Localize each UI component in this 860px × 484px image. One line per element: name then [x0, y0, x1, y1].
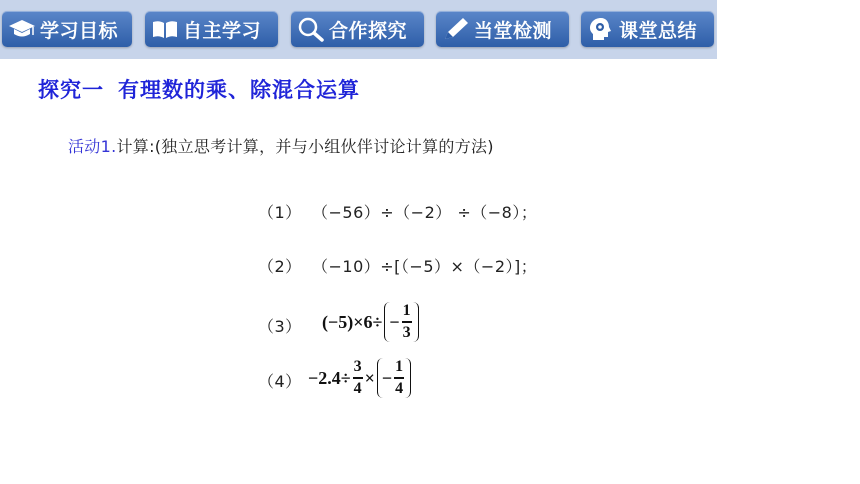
problem-number: （2） [258, 257, 302, 276]
tab-label: 课堂总结 [619, 19, 698, 42]
fraction-denominator: 4 [353, 379, 362, 397]
problem-1 [258, 200, 537, 223]
problem-2 [258, 254, 537, 277]
fraction-sign: − [389, 311, 400, 332]
fraction [402, 303, 412, 341]
tab-label: 当堂检测 [474, 19, 553, 42]
fraction-bar [353, 377, 363, 379]
problem-number: （1） [258, 203, 302, 222]
gear-head-icon [587, 15, 615, 43]
fraction [394, 359, 404, 397]
top-nav-bar [0, 0, 717, 59]
tab-self-study[interactable] [145, 11, 278, 47]
fraction-denominator: 3 [402, 323, 411, 341]
section-title-part2: 有理数的乘、除混合运算 [118, 77, 360, 102]
tab-in-class-test[interactable] [436, 11, 569, 47]
tab-label: 学习目标 [40, 19, 119, 42]
times-sign: × [364, 367, 375, 388]
tab-class-summary[interactable] [581, 11, 714, 47]
open-book-icon [151, 15, 179, 43]
tab-learning-goals[interactable] [2, 11, 132, 47]
activity-instruction [68, 134, 494, 157]
magnifier-icon [297, 15, 325, 43]
section-title-part1: 探究一 [38, 77, 104, 102]
fraction-numerator: 3 [353, 358, 362, 376]
problem-expression: （−56）÷（−2） ÷（−8）； [312, 203, 538, 222]
activity-label: 活动1. [68, 137, 117, 156]
fraction-bracket [384, 302, 418, 342]
expression-lead: (−5)×6÷ [322, 311, 383, 332]
section-title [38, 74, 360, 104]
problem-number: （4） [258, 372, 302, 391]
fraction-sign: − [381, 367, 393, 388]
fraction-bar [394, 377, 404, 379]
tab-cooperative-inquiry[interactable] [291, 11, 424, 47]
fraction-denominator: 4 [395, 379, 404, 397]
pencil-icon [442, 15, 470, 43]
problem-4-number-row [258, 369, 312, 392]
problem-3-number-row [258, 314, 312, 337]
fraction [353, 359, 363, 397]
problem-number: （3） [258, 317, 302, 336]
problem-3-expression [322, 302, 421, 342]
tab-label: 自主学习 [183, 19, 262, 42]
fraction-bar [402, 321, 412, 323]
fraction-bracket [377, 358, 411, 398]
graduation-cap-icon [8, 15, 36, 43]
expression-lead: −2.4÷ [308, 367, 351, 388]
activity-text: 计算:(独立思考计算，并与小组伙伴讨论计算的方法) [116, 137, 494, 156]
fraction-numerator: 1 [395, 358, 404, 376]
problem-4-expression [308, 358, 413, 398]
problem-expression: （−10）÷[（−5）×（−2）]； [312, 257, 538, 276]
fraction-numerator: 1 [402, 302, 411, 320]
tab-label: 合作探究 [329, 19, 408, 42]
